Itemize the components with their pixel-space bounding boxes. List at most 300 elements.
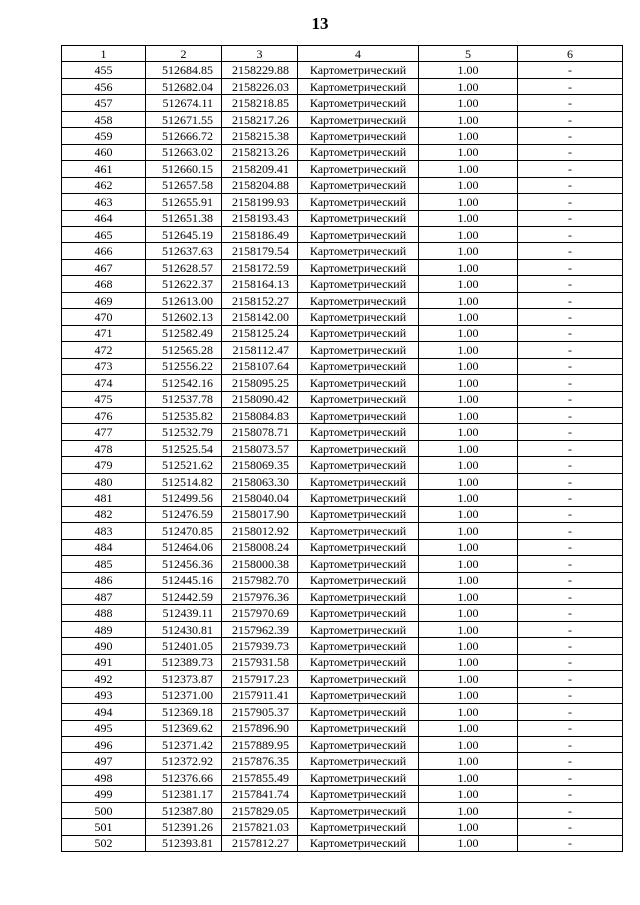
y-coordinate-cell: 2158193.43 bbox=[222, 210, 298, 226]
x-coordinate-cell: 512476.59 bbox=[146, 506, 222, 522]
method-cell: Картометрический bbox=[298, 424, 419, 440]
y-coordinate-cell: 2158199.93 bbox=[222, 194, 298, 210]
method-cell: Картометрический bbox=[298, 490, 419, 506]
y-coordinate-cell: 2158040.04 bbox=[222, 490, 298, 506]
y-coordinate-cell: 2157855.49 bbox=[222, 769, 298, 785]
table-row bbox=[62, 144, 623, 160]
method-cell: Картометрический bbox=[298, 753, 419, 769]
method-cell: Картометрический bbox=[298, 177, 419, 193]
table-row bbox=[62, 802, 623, 818]
point-number-cell: 486 bbox=[62, 572, 146, 588]
x-coordinate-cell: 512657.58 bbox=[146, 177, 222, 193]
table-body bbox=[62, 62, 623, 852]
point-number-cell: 459 bbox=[62, 128, 146, 144]
method-cell: Картометрический bbox=[298, 786, 419, 802]
y-coordinate-cell: 2157896.90 bbox=[222, 720, 298, 736]
table-row bbox=[62, 523, 623, 539]
method-cell: Картометрический bbox=[298, 358, 419, 374]
method-cell: Картометрический bbox=[298, 523, 419, 539]
x-coordinate-cell: 512389.73 bbox=[146, 654, 222, 670]
note-cell: - bbox=[518, 490, 623, 506]
point-number-cell: 460 bbox=[62, 144, 146, 160]
method-cell: Картометрический bbox=[298, 835, 419, 851]
column-header-6: 6 bbox=[518, 46, 623, 62]
point-number-cell: 468 bbox=[62, 276, 146, 292]
y-coordinate-cell: 2158069.35 bbox=[222, 457, 298, 473]
accuracy-cell: 1.00 bbox=[419, 358, 518, 374]
x-coordinate-cell: 512655.91 bbox=[146, 194, 222, 210]
method-cell: Картометрический bbox=[298, 243, 419, 259]
point-number-cell: 494 bbox=[62, 704, 146, 720]
table-row bbox=[62, 457, 623, 473]
table-row bbox=[62, 506, 623, 522]
accuracy-cell: 1.00 bbox=[419, 687, 518, 703]
y-coordinate-cell: 2157976.36 bbox=[222, 588, 298, 604]
accuracy-cell: 1.00 bbox=[419, 276, 518, 292]
x-coordinate-cell: 512445.16 bbox=[146, 572, 222, 588]
method-cell: Картометрический bbox=[298, 704, 419, 720]
note-cell: - bbox=[518, 769, 623, 785]
y-coordinate-cell: 2157905.37 bbox=[222, 704, 298, 720]
accuracy-cell: 1.00 bbox=[419, 671, 518, 687]
table-row bbox=[62, 325, 623, 341]
point-number-cell: 457 bbox=[62, 95, 146, 111]
method-cell: Картометрический bbox=[298, 210, 419, 226]
note-cell: - bbox=[518, 375, 623, 391]
y-coordinate-cell: 2158073.57 bbox=[222, 440, 298, 456]
x-coordinate-cell: 512372.92 bbox=[146, 753, 222, 769]
table-row bbox=[62, 259, 623, 275]
accuracy-cell: 1.00 bbox=[419, 539, 518, 555]
point-number-cell: 491 bbox=[62, 654, 146, 670]
y-coordinate-cell: 2157982.70 bbox=[222, 572, 298, 588]
table-row bbox=[62, 292, 623, 308]
note-cell: - bbox=[518, 309, 623, 325]
point-number-cell: 487 bbox=[62, 588, 146, 604]
table-row bbox=[62, 588, 623, 604]
point-number-cell: 474 bbox=[62, 375, 146, 391]
column-header-1: 1 bbox=[62, 46, 146, 62]
point-number-cell: 470 bbox=[62, 309, 146, 325]
table-row bbox=[62, 473, 623, 489]
accuracy-cell: 1.00 bbox=[419, 161, 518, 177]
accuracy-cell: 1.00 bbox=[419, 654, 518, 670]
y-coordinate-cell: 2158209.41 bbox=[222, 161, 298, 177]
y-coordinate-cell: 2158186.49 bbox=[222, 226, 298, 242]
y-coordinate-cell: 2158078.71 bbox=[222, 424, 298, 440]
note-cell: - bbox=[518, 144, 623, 160]
x-coordinate-cell: 512470.85 bbox=[146, 523, 222, 539]
method-cell: Картометрический bbox=[298, 572, 419, 588]
method-cell: Картометрический bbox=[298, 161, 419, 177]
x-coordinate-cell: 512369.62 bbox=[146, 720, 222, 736]
table-row bbox=[62, 835, 623, 851]
table-row bbox=[62, 342, 623, 358]
method-cell: Картометрический bbox=[298, 144, 419, 160]
column-header-2: 2 bbox=[146, 46, 222, 62]
accuracy-cell: 1.00 bbox=[419, 572, 518, 588]
x-coordinate-cell: 512456.36 bbox=[146, 556, 222, 572]
note-cell: - bbox=[518, 720, 623, 736]
x-coordinate-cell: 512371.42 bbox=[146, 737, 222, 753]
note-cell: - bbox=[518, 753, 623, 769]
accuracy-cell: 1.00 bbox=[419, 786, 518, 802]
method-cell: Картометрический bbox=[298, 194, 419, 210]
point-number-cell: 500 bbox=[62, 802, 146, 818]
accuracy-cell: 1.00 bbox=[419, 605, 518, 621]
method-cell: Картометрический bbox=[298, 95, 419, 111]
note-cell: - bbox=[518, 687, 623, 703]
point-number-cell: 484 bbox=[62, 539, 146, 555]
x-coordinate-cell: 512381.17 bbox=[146, 786, 222, 802]
accuracy-cell: 1.00 bbox=[419, 769, 518, 785]
x-coordinate-cell: 512674.11 bbox=[146, 95, 222, 111]
x-coordinate-cell: 512537.78 bbox=[146, 391, 222, 407]
point-number-cell: 479 bbox=[62, 457, 146, 473]
note-cell: - bbox=[518, 506, 623, 522]
method-cell: Картометрический bbox=[298, 588, 419, 604]
point-number-cell: 473 bbox=[62, 358, 146, 374]
x-coordinate-cell: 512369.18 bbox=[146, 704, 222, 720]
x-coordinate-cell: 512532.79 bbox=[146, 424, 222, 440]
note-cell: - bbox=[518, 325, 623, 341]
y-coordinate-cell: 2158226.03 bbox=[222, 78, 298, 94]
accuracy-cell: 1.00 bbox=[419, 375, 518, 391]
method-cell: Картометрический bbox=[298, 457, 419, 473]
note-cell: - bbox=[518, 243, 623, 259]
x-coordinate-cell: 512556.22 bbox=[146, 358, 222, 374]
y-coordinate-cell: 2157931.58 bbox=[222, 654, 298, 670]
method-cell: Картометрический bbox=[298, 292, 419, 308]
table-row bbox=[62, 654, 623, 670]
method-cell: Картометрический bbox=[298, 506, 419, 522]
accuracy-cell: 1.00 bbox=[419, 720, 518, 736]
point-number-cell: 475 bbox=[62, 391, 146, 407]
accuracy-cell: 1.00 bbox=[419, 78, 518, 94]
point-number-cell: 489 bbox=[62, 621, 146, 637]
method-cell: Картометрический bbox=[298, 325, 419, 341]
accuracy-cell: 1.00 bbox=[419, 309, 518, 325]
column-header-3: 3 bbox=[222, 46, 298, 62]
point-number-cell: 463 bbox=[62, 194, 146, 210]
accuracy-cell: 1.00 bbox=[419, 473, 518, 489]
accuracy-cell: 1.00 bbox=[419, 128, 518, 144]
point-number-cell: 471 bbox=[62, 325, 146, 341]
table-row bbox=[62, 391, 623, 407]
x-coordinate-cell: 512442.59 bbox=[146, 588, 222, 604]
x-coordinate-cell: 512565.28 bbox=[146, 342, 222, 358]
y-coordinate-cell: 2158229.88 bbox=[222, 62, 298, 78]
x-coordinate-cell: 512387.80 bbox=[146, 802, 222, 818]
x-coordinate-cell: 512521.62 bbox=[146, 457, 222, 473]
y-coordinate-cell: 2157962.39 bbox=[222, 621, 298, 637]
y-coordinate-cell: 2158063.30 bbox=[222, 473, 298, 489]
x-coordinate-cell: 512499.56 bbox=[146, 490, 222, 506]
table-row bbox=[62, 226, 623, 242]
method-cell: Картометрический bbox=[298, 654, 419, 670]
point-number-cell: 502 bbox=[62, 835, 146, 851]
point-number-cell: 477 bbox=[62, 424, 146, 440]
y-coordinate-cell: 2158217.26 bbox=[222, 111, 298, 127]
y-coordinate-cell: 2157889.95 bbox=[222, 737, 298, 753]
note-cell: - bbox=[518, 654, 623, 670]
note-cell: - bbox=[518, 473, 623, 489]
accuracy-cell: 1.00 bbox=[419, 292, 518, 308]
note-cell: - bbox=[518, 276, 623, 292]
note-cell: - bbox=[518, 177, 623, 193]
note-cell: - bbox=[518, 638, 623, 654]
accuracy-cell: 1.00 bbox=[419, 753, 518, 769]
method-cell: Картометрический bbox=[298, 556, 419, 572]
table-row bbox=[62, 753, 623, 769]
point-number-cell: 496 bbox=[62, 737, 146, 753]
method-cell: Картометрический bbox=[298, 440, 419, 456]
method-cell: Картометрический bbox=[298, 737, 419, 753]
point-number-cell: 495 bbox=[62, 720, 146, 736]
table-row bbox=[62, 276, 623, 292]
note-cell: - bbox=[518, 671, 623, 687]
note-cell: - bbox=[518, 605, 623, 621]
x-coordinate-cell: 512430.81 bbox=[146, 621, 222, 637]
x-coordinate-cell: 512671.55 bbox=[146, 111, 222, 127]
point-number-cell: 490 bbox=[62, 638, 146, 654]
y-coordinate-cell: 2157841.74 bbox=[222, 786, 298, 802]
header-row bbox=[62, 46, 623, 62]
y-coordinate-cell: 2157970.69 bbox=[222, 605, 298, 621]
table-row bbox=[62, 210, 623, 226]
accuracy-cell: 1.00 bbox=[419, 226, 518, 242]
y-coordinate-cell: 2158152.27 bbox=[222, 292, 298, 308]
point-number-cell: 482 bbox=[62, 506, 146, 522]
y-coordinate-cell: 2158213.26 bbox=[222, 144, 298, 160]
x-coordinate-cell: 512514.82 bbox=[146, 473, 222, 489]
x-coordinate-cell: 512637.63 bbox=[146, 243, 222, 259]
point-number-cell: 480 bbox=[62, 473, 146, 489]
table-row bbox=[62, 111, 623, 127]
note-cell: - bbox=[518, 292, 623, 308]
table-row bbox=[62, 358, 623, 374]
x-coordinate-cell: 512663.02 bbox=[146, 144, 222, 160]
accuracy-cell: 1.00 bbox=[419, 457, 518, 473]
method-cell: Картометрический bbox=[298, 226, 419, 242]
accuracy-cell: 1.00 bbox=[419, 424, 518, 440]
accuracy-cell: 1.00 bbox=[419, 556, 518, 572]
x-coordinate-cell: 512376.66 bbox=[146, 769, 222, 785]
x-coordinate-cell: 512401.05 bbox=[146, 638, 222, 654]
y-coordinate-cell: 2158000.38 bbox=[222, 556, 298, 572]
note-cell: - bbox=[518, 391, 623, 407]
point-number-cell: 464 bbox=[62, 210, 146, 226]
point-number-cell: 458 bbox=[62, 111, 146, 127]
table-row bbox=[62, 704, 623, 720]
accuracy-cell: 1.00 bbox=[419, 802, 518, 818]
table-row bbox=[62, 687, 623, 703]
table-row bbox=[62, 556, 623, 572]
table-row bbox=[62, 769, 623, 785]
table-row bbox=[62, 819, 623, 835]
accuracy-cell: 1.00 bbox=[419, 62, 518, 78]
point-number-cell: 455 bbox=[62, 62, 146, 78]
table-row bbox=[62, 243, 623, 259]
note-cell: - bbox=[518, 161, 623, 177]
table-row bbox=[62, 737, 623, 753]
method-cell: Картометрический bbox=[298, 605, 419, 621]
accuracy-cell: 1.00 bbox=[419, 111, 518, 127]
method-cell: Картометрический bbox=[298, 111, 419, 127]
table-row bbox=[62, 424, 623, 440]
y-coordinate-cell: 2158215.38 bbox=[222, 128, 298, 144]
accuracy-cell: 1.00 bbox=[419, 342, 518, 358]
point-number-cell: 472 bbox=[62, 342, 146, 358]
accuracy-cell: 1.00 bbox=[419, 819, 518, 835]
table-row bbox=[62, 671, 623, 687]
accuracy-cell: 1.00 bbox=[419, 621, 518, 637]
note-cell: - bbox=[518, 786, 623, 802]
method-cell: Картометрический bbox=[298, 407, 419, 423]
note-cell: - bbox=[518, 704, 623, 720]
x-coordinate-cell: 512535.82 bbox=[146, 407, 222, 423]
point-number-cell: 492 bbox=[62, 671, 146, 687]
y-coordinate-cell: 2157812.27 bbox=[222, 835, 298, 851]
method-cell: Картометрический bbox=[298, 78, 419, 94]
point-number-cell: 483 bbox=[62, 523, 146, 539]
point-number-cell: 488 bbox=[62, 605, 146, 621]
note-cell: - bbox=[518, 226, 623, 242]
table-header bbox=[62, 46, 623, 62]
accuracy-cell: 1.00 bbox=[419, 407, 518, 423]
method-cell: Картометрический bbox=[298, 539, 419, 555]
point-number-cell: 485 bbox=[62, 556, 146, 572]
accuracy-cell: 1.00 bbox=[419, 835, 518, 851]
point-number-cell: 497 bbox=[62, 753, 146, 769]
table-row bbox=[62, 95, 623, 111]
table-row bbox=[62, 621, 623, 637]
method-cell: Картометрический bbox=[298, 720, 419, 736]
accuracy-cell: 1.00 bbox=[419, 506, 518, 522]
x-coordinate-cell: 512651.38 bbox=[146, 210, 222, 226]
table-row bbox=[62, 161, 623, 177]
note-cell: - bbox=[518, 95, 623, 111]
x-coordinate-cell: 512391.26 bbox=[146, 819, 222, 835]
method-cell: Картометрический bbox=[298, 671, 419, 687]
method-cell: Картометрический bbox=[298, 802, 419, 818]
table-row bbox=[62, 440, 623, 456]
y-coordinate-cell: 2157821.03 bbox=[222, 819, 298, 835]
table-row bbox=[62, 720, 623, 736]
method-cell: Картометрический bbox=[298, 473, 419, 489]
method-cell: Картометрический bbox=[298, 819, 419, 835]
method-cell: Картометрический bbox=[298, 375, 419, 391]
x-coordinate-cell: 512645.19 bbox=[146, 226, 222, 242]
point-number-cell: 462 bbox=[62, 177, 146, 193]
point-number-cell: 478 bbox=[62, 440, 146, 456]
note-cell: - bbox=[518, 111, 623, 127]
y-coordinate-cell: 2158017.90 bbox=[222, 506, 298, 522]
x-coordinate-cell: 512371.00 bbox=[146, 687, 222, 703]
note-cell: - bbox=[518, 737, 623, 753]
method-cell: Картометрический bbox=[298, 391, 419, 407]
accuracy-cell: 1.00 bbox=[419, 391, 518, 407]
method-cell: Картометрический bbox=[298, 769, 419, 785]
point-number-cell: 481 bbox=[62, 490, 146, 506]
table-row bbox=[62, 309, 623, 325]
x-coordinate-cell: 512613.00 bbox=[146, 292, 222, 308]
note-cell: - bbox=[518, 539, 623, 555]
y-coordinate-cell: 2158204.88 bbox=[222, 177, 298, 193]
x-coordinate-cell: 512373.87 bbox=[146, 671, 222, 687]
y-coordinate-cell: 2157911.41 bbox=[222, 687, 298, 703]
note-cell: - bbox=[518, 407, 623, 423]
method-cell: Картометрический bbox=[298, 638, 419, 654]
note-cell: - bbox=[518, 78, 623, 94]
point-number-cell: 456 bbox=[62, 78, 146, 94]
accuracy-cell: 1.00 bbox=[419, 194, 518, 210]
x-coordinate-cell: 512628.57 bbox=[146, 259, 222, 275]
table-row bbox=[62, 128, 623, 144]
point-number-cell: 466 bbox=[62, 243, 146, 259]
x-coordinate-cell: 512464.06 bbox=[146, 539, 222, 555]
point-number-cell: 499 bbox=[62, 786, 146, 802]
y-coordinate-cell: 2158164.13 bbox=[222, 276, 298, 292]
note-cell: - bbox=[518, 819, 623, 835]
table-row bbox=[62, 638, 623, 654]
point-number-cell: 469 bbox=[62, 292, 146, 308]
y-coordinate-cell: 2158125.24 bbox=[222, 325, 298, 341]
accuracy-cell: 1.00 bbox=[419, 737, 518, 753]
note-cell: - bbox=[518, 523, 623, 539]
y-coordinate-cell: 2158218.85 bbox=[222, 95, 298, 111]
accuracy-cell: 1.00 bbox=[419, 588, 518, 604]
method-cell: Картометрический bbox=[298, 621, 419, 637]
note-cell: - bbox=[518, 835, 623, 851]
y-coordinate-cell: 2158095.25 bbox=[222, 375, 298, 391]
table-row bbox=[62, 407, 623, 423]
coordinates-table bbox=[61, 45, 623, 852]
x-coordinate-cell: 512602.13 bbox=[146, 309, 222, 325]
x-coordinate-cell: 512682.04 bbox=[146, 78, 222, 94]
accuracy-cell: 1.00 bbox=[419, 144, 518, 160]
note-cell: - bbox=[518, 440, 623, 456]
point-number-cell: 493 bbox=[62, 687, 146, 703]
method-cell: Картометрический bbox=[298, 259, 419, 275]
accuracy-cell: 1.00 bbox=[419, 259, 518, 275]
accuracy-cell: 1.00 bbox=[419, 523, 518, 539]
y-coordinate-cell: 2158142.00 bbox=[222, 309, 298, 325]
point-number-cell: 476 bbox=[62, 407, 146, 423]
x-coordinate-cell: 512393.81 bbox=[146, 835, 222, 851]
y-coordinate-cell: 2157829.05 bbox=[222, 802, 298, 818]
note-cell: - bbox=[518, 802, 623, 818]
method-cell: Картометрический bbox=[298, 687, 419, 703]
x-coordinate-cell: 512660.15 bbox=[146, 161, 222, 177]
y-coordinate-cell: 2157939.73 bbox=[222, 638, 298, 654]
table-row bbox=[62, 194, 623, 210]
point-number-cell: 498 bbox=[62, 769, 146, 785]
note-cell: - bbox=[518, 259, 623, 275]
note-cell: - bbox=[518, 128, 623, 144]
point-number-cell: 467 bbox=[62, 259, 146, 275]
x-coordinate-cell: 512666.72 bbox=[146, 128, 222, 144]
y-coordinate-cell: 2157876.35 bbox=[222, 753, 298, 769]
y-coordinate-cell: 2158172.59 bbox=[222, 259, 298, 275]
point-number-cell: 465 bbox=[62, 226, 146, 242]
method-cell: Картометрический bbox=[298, 276, 419, 292]
accuracy-cell: 1.00 bbox=[419, 210, 518, 226]
note-cell: - bbox=[518, 424, 623, 440]
x-coordinate-cell: 512439.11 bbox=[146, 605, 222, 621]
x-coordinate-cell: 512582.49 bbox=[146, 325, 222, 341]
note-cell: - bbox=[518, 62, 623, 78]
